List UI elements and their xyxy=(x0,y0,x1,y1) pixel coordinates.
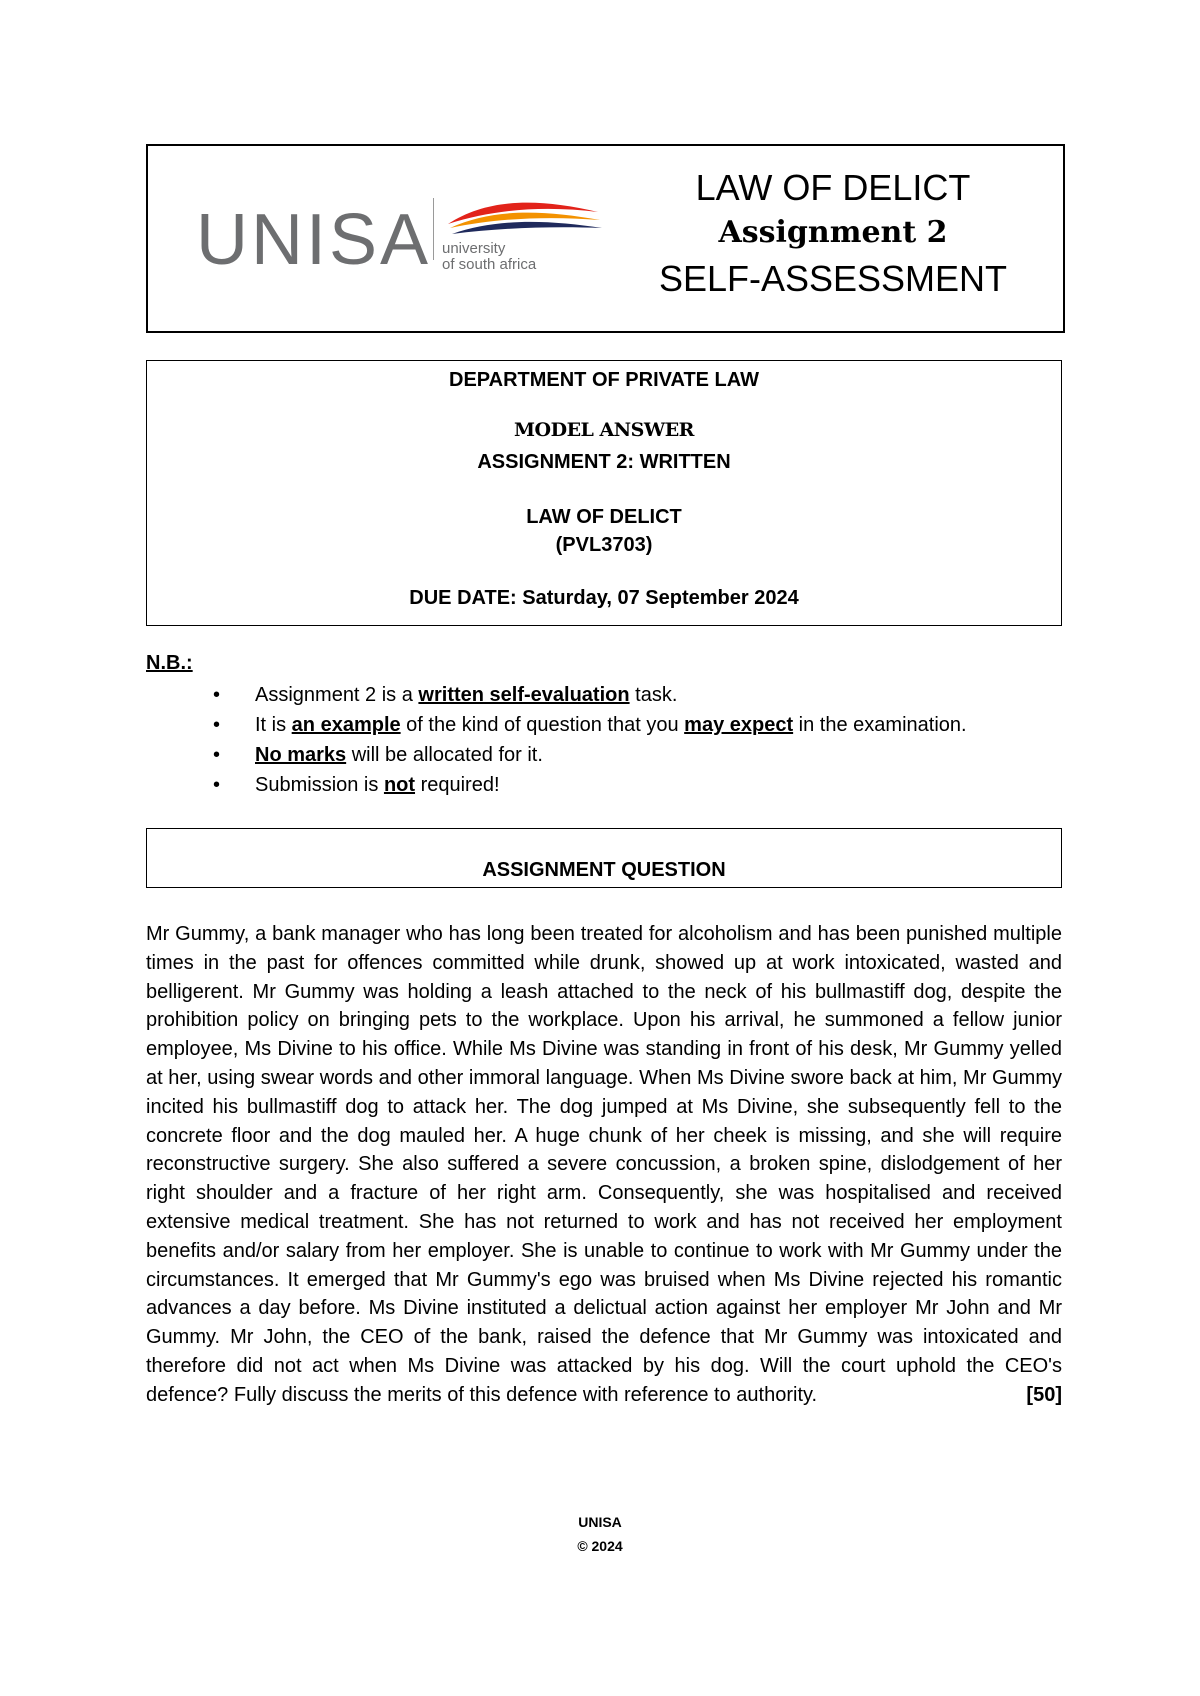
header-box xyxy=(146,144,1065,333)
question-heading: ASSIGNMENT QUESTION xyxy=(482,859,726,881)
due-date: DUE DATE: Saturday, 07 September 2024 xyxy=(409,587,799,609)
logo-tagline-line-2: of south africa xyxy=(442,256,537,273)
footer-copyright: © 2024 xyxy=(577,1538,623,1554)
nb-item-text: Submission is not required! xyxy=(255,774,500,796)
footer xyxy=(0,1510,1200,1558)
document-subtitle: SELF-ASSESSMENT xyxy=(658,258,1008,299)
question-heading-box xyxy=(146,828,1062,888)
nb-emphasis: an example xyxy=(291,714,401,736)
title-block xyxy=(608,166,1058,302)
unisa-logo xyxy=(148,146,596,331)
bullet-icon: • xyxy=(213,744,221,766)
nb-item-text: No marks will be allocated for it. xyxy=(255,744,543,766)
bullet-icon: • xyxy=(213,774,221,796)
flag-swoosh-icon xyxy=(438,196,608,240)
marks-total: [50] xyxy=(1026,1383,1062,1406)
nb-emphasis: No marks xyxy=(255,744,347,766)
info-box xyxy=(146,360,1062,626)
nb-emphasis: not xyxy=(383,774,416,796)
nb-item-text: Assignment 2 is a written self-evaluation task. xyxy=(255,684,678,706)
logo-tagline xyxy=(442,241,602,273)
department: DEPARTMENT OF PRIVATE LAW xyxy=(449,369,759,391)
module-code: (PVL3703) xyxy=(555,534,653,556)
model-answer-label: MODEL ANSWER xyxy=(514,419,694,441)
module-name: LAW OF DELICT xyxy=(526,506,682,528)
logo-divider xyxy=(433,198,434,260)
question-body: Mr Gummy, a bank manager who has long been treated for alcoholism and has been punished multiple times in the past for offences committed while drunk, showed up at work intoxicated, wasted and belligerent. Mr Gummy was holding a leash attached to the neck of his bullmastiff dog, despite the prohibition policy on bringing pets to the workplace. Upon his arrival, he summoned a fellow junior employee, Ms Divine to his office. While Ms Divine was standing in front of his desk, Mr Gummy yelled at her, using swear words and other immoral language. When Ms Divine swore back at him, Mr Gummy incited his bullmastiff dog to attack her. The dog jumped at Ms Divine, she subsequently fell to the concrete floor and the dog mauled her. A huge chunk of her cheek is missing, and she will require reconstructive surgery. She also suffered a severe concussion, a broken spine, dislodgement of her right shoulder and a fracture of her right arm. Consequently, she was hospitalised and received extensive medical treatment. She has not returned to work and has not received her employment benefits and/or salary from her employer. She is unable to continue to work with Mr Gummy under the circumstances. It emerged that Mr Gummy's ego was bruised when Ms Divine rejected his romantic advances a day before. Ms Divine instituted a delictual action against her employer Mr John and Mr Gummy. Mr John, the CEO of the bank, raised the defence that Mr Gummy was intoxicated and therefore did not act when Ms Divine was attacked by his dog. Will the court uphold the CEO's defence? Fully discuss the merits of this defence with reference to authority. xyxy=(146,923,1062,1406)
nb-emphasis: written self-evaluation xyxy=(418,684,630,706)
logo-tagline-line-1: university xyxy=(442,240,506,257)
nb-emphasis: may expect xyxy=(684,714,794,736)
document-title: LAW OF DELICT xyxy=(695,167,971,208)
bullet-icon: • xyxy=(213,684,221,706)
assignment-type: ASSIGNMENT 2: WRITTEN xyxy=(477,451,731,473)
nb-label: N.B.: xyxy=(146,652,193,674)
logo-wordmark: UNISA xyxy=(196,200,432,280)
nb-item-text: It is an example of the kind of question that you may expect in the examination. xyxy=(255,714,967,736)
assignment-label: Assignment 2 xyxy=(718,215,948,250)
bullet-icon: • xyxy=(213,714,221,736)
footer-org: UNISA xyxy=(578,1514,622,1530)
question-text xyxy=(146,920,1062,1410)
